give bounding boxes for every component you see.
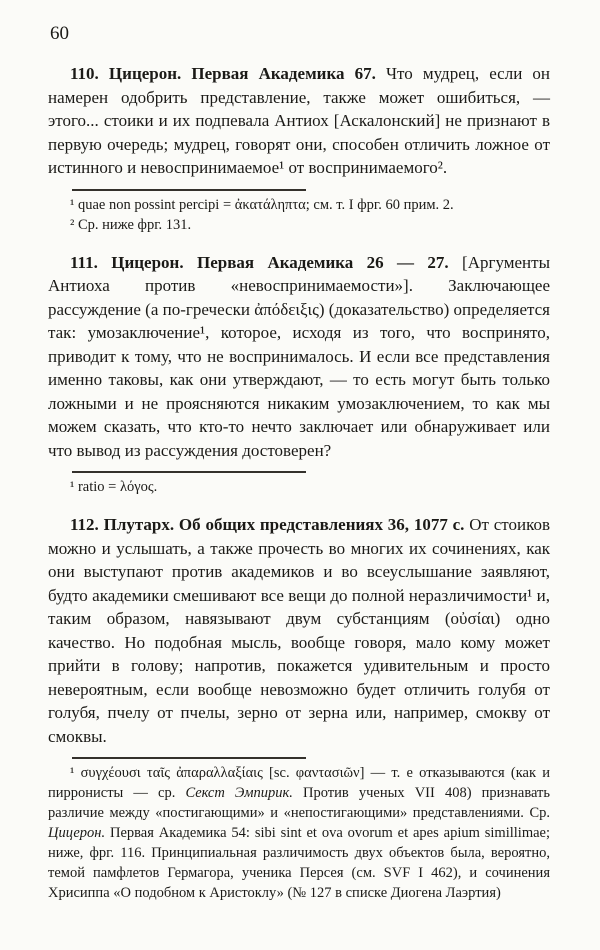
footnote-112-1-text: ¹ συγχέουσι ταῖς ἀπαραλλαξίαις [sc. φαντασιῶν] — т. е отказываются (как и пирронисты — ср. <box>48 765 550 801</box>
footnote-divider <box>72 471 306 473</box>
fragment-110-heading: 110. Цицерон. Первая Академика 67. <box>70 64 376 83</box>
footnote-112-1-author-sextus: Секст Эмпирик. <box>185 785 293 801</box>
footnote-divider <box>72 757 306 759</box>
fragment-112 <box>48 513 550 748</box>
fragment-112-body: От стоиков можно и услышать, а также прочесть во многих их сочинениях, как они выступают против академиков и во всеуслышание заявляют, будто академики смешивают все вещи до полной неразличимости¹ и, таким образом, навязывают двум субстанциям (οὐσίαι) одно качество. Но подобная мысль, вообще говоря, мало кому может прийти в голову; напротив, покажется удивительным и просто невероятным, если вообще невозможно будет отличить голубя от голубя, пчелу от пчелы, зерно от зерна или, например, смокву от смоквы. <box>48 515 550 746</box>
footnote-112-1-text: Первая Академика 54: sibi sint et ova ovorum et apes apium simillimae; ниже, фрг. 116. Принципиальная различимость двух объектов была, вероятно, темой памфлетов Гермагора, ученика Персея (см. SVF I 462), и сочинения Хрисиппа «О подобном к Аристоклу» (№ 127 в списке Диогена Лаэртия) <box>48 825 550 901</box>
fragment-112-heading: 112. Плутарх. Об общих представлениях 36, 1077 с. <box>70 515 465 534</box>
footnote-112-1 <box>48 763 550 903</box>
footnote-112-1-text: Против ученых VII 408) признавать различие между «постигающими» и «непостигающими» представлениями. Ср. <box>48 785 550 821</box>
fragment-110-body: Что мудрец, если он намерен одобрить представление, также может ошибиться, — этого... стоики и их подпевала Антиох [Аскалонский] не признают в первую очередь; мудрец, говорят они, способен отличить ложное от истинного и невоспринимаемое¹ от воспринимаемого². <box>48 64 550 177</box>
footnote-divider <box>72 189 306 191</box>
fragment-111-heading: 111. Цицерон. Первая Академика 26 — 27. <box>70 252 449 272</box>
footnote-110-2: ² Ср. ниже фрг. 131. <box>70 216 192 233</box>
footnote-112-1-author-cicero: Цицерон. <box>48 825 106 841</box>
footnote-111-1: ¹ ratio = λόγος. <box>70 479 158 495</box>
footnote-110-1: ¹ quae non possint percipi = ἀκατάληπτα; см. т. I фрг. 60 прим. 2. <box>70 196 454 213</box>
fragment-111 <box>48 251 550 463</box>
fragment-111-body: [Аргументы Антиоха против «невоспринимаемости»]. Заключающее рассуждение (а по-гречески ἀπόδειξις) (доказательство) определяется так: умозаключение¹, которое, исходя из того, что воспринято, приводит к тому, что не воспринималось. И если все представления именно таковы, как они утверждают, — то есть могут быть только ложными и не проясняются никаким умозаключением, то как мы можем сказать, что кто-то нечто заключает или обнаруживает или что вывод из рассуждения достоверен? <box>48 252 550 460</box>
page-number: 60 <box>50 23 69 44</box>
fragment-110 <box>48 62 550 180</box>
